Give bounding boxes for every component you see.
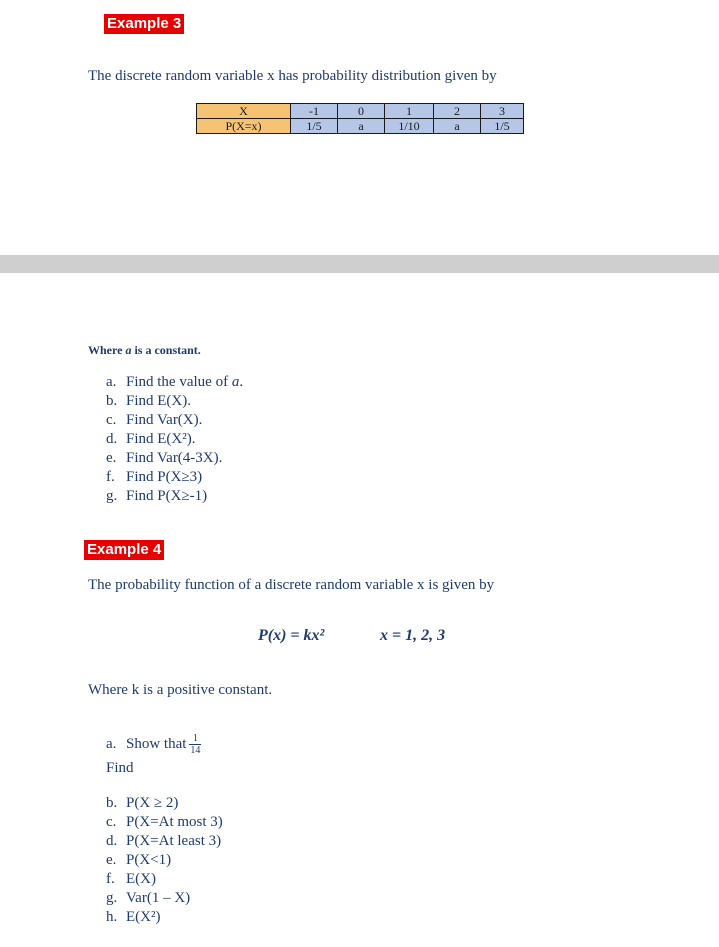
list-item	[106, 487, 243, 506]
example-3-questions	[106, 373, 243, 506]
item-label: b.	[106, 393, 118, 409]
item-label: d.	[106, 431, 118, 447]
fraction-numerator: 1	[189, 733, 201, 745]
item-text: Find P(X≥-1)	[126, 488, 208, 504]
item-label: e.	[106, 852, 117, 868]
list-item	[106, 794, 223, 813]
table-cell: a	[434, 119, 481, 134]
table-cell: -1	[291, 104, 338, 119]
list-item	[106, 373, 243, 392]
table-cell: 2	[434, 104, 481, 119]
item-label: b.	[106, 795, 118, 811]
table-cell: 0	[338, 104, 385, 119]
probability-distribution-table	[196, 103, 524, 134]
show-that-item	[106, 733, 201, 756]
table-cell: 1	[385, 104, 434, 119]
list-item	[106, 832, 223, 851]
fraction-denominator: 14	[190, 745, 201, 756]
note-variable: a	[125, 343, 132, 357]
example-4-questions	[106, 794, 223, 927]
example-3-badge: Example 3	[104, 14, 184, 34]
fraction	[189, 733, 201, 756]
table-cell: 1/5	[481, 119, 524, 134]
table-header-x: X	[197, 104, 291, 119]
example-4-intro: The probability function of a discrete random variable x is given by	[88, 577, 495, 593]
item-text: P(X=At least 3)	[126, 833, 222, 849]
item-label: h.	[106, 909, 118, 925]
table-row-p	[197, 119, 524, 134]
list-item	[106, 908, 223, 927]
item-variable: a	[231, 374, 240, 390]
item-label: a.	[106, 374, 117, 390]
table-cell: a	[338, 119, 385, 134]
item-text: P(X<1)	[126, 852, 172, 868]
list-item	[106, 889, 223, 908]
list-item	[106, 813, 223, 832]
example-4-badge: Example 4	[84, 540, 164, 560]
item-label: f.	[106, 469, 115, 485]
list-item	[106, 392, 243, 411]
item-text: E(X)	[126, 871, 156, 887]
item-label: e.	[106, 450, 117, 466]
constant-note	[88, 343, 201, 358]
table-cell: 3	[481, 104, 524, 119]
item-label: d.	[106, 833, 118, 849]
example-4-constant-note: Where k is a positive constant.	[88, 682, 273, 698]
item-label: g.	[106, 488, 118, 504]
table-row-x	[197, 104, 524, 119]
item-text: Find E(X²).	[126, 431, 196, 447]
item-label: c.	[106, 814, 117, 830]
item-label: a.	[106, 735, 117, 752]
table-header-p: P(X=x)	[197, 119, 291, 134]
note-prefix: Where	[88, 343, 126, 357]
find-label: Find	[106, 760, 134, 776]
item-text: P(X=At most 3)	[126, 814, 223, 830]
list-item	[106, 870, 223, 889]
list-item	[106, 851, 223, 870]
item-label: f.	[106, 871, 115, 887]
item-text: Var(1 – X)	[126, 890, 191, 906]
list-item	[106, 411, 243, 430]
item-text: E(X²)	[126, 909, 161, 925]
list-item	[106, 468, 243, 487]
item-text: Find the value of	[126, 374, 232, 390]
item-text: Find P(X≥3)	[126, 469, 203, 485]
page-divider	[0, 255, 719, 273]
item-label: c.	[106, 412, 117, 428]
item-label: g.	[106, 890, 118, 906]
list-item	[106, 449, 243, 468]
example-3-intro: The discrete random variable x has probability distribution given by	[88, 68, 497, 84]
item-text: Find Var(4-3X).	[126, 450, 223, 466]
item-text: Find Var(X).	[126, 412, 203, 428]
item-text: Show that	[126, 735, 187, 752]
item-after: .	[239, 374, 244, 390]
formula-domain: x = 1, 2, 3	[380, 627, 446, 644]
item-text: Find E(X).	[126, 393, 191, 409]
item-text: P(X ≥ 2)	[126, 795, 179, 811]
list-item	[106, 430, 243, 449]
probability-formula: P(x) = kx²	[258, 627, 325, 644]
table-cell: 1/5	[291, 119, 338, 134]
table-cell: 1/10	[385, 119, 434, 134]
note-suffix: is a constant.	[131, 343, 201, 357]
